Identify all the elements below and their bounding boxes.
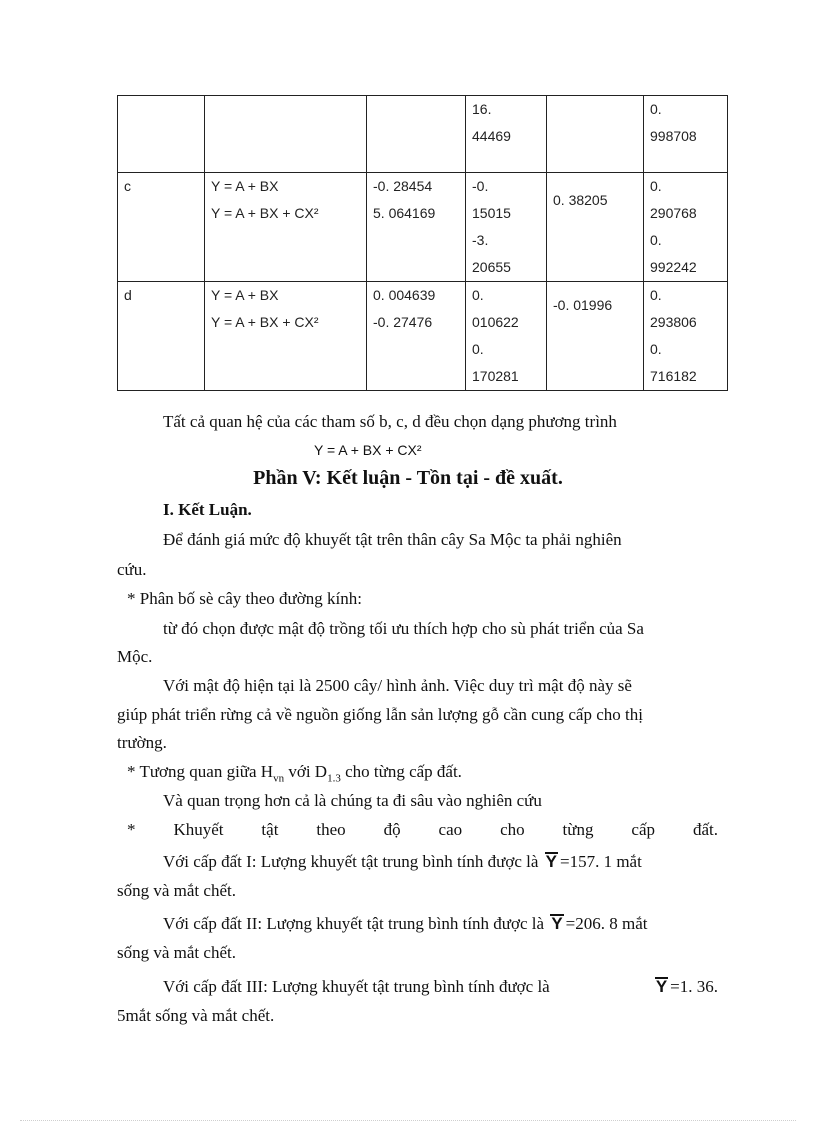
section-title: Phần V: Kết luận - Tồn tại - đề xuất. bbox=[253, 467, 563, 489]
grade-text: Với cấp đất I: Lượng khuyết tật trung bình tính được là bbox=[163, 852, 539, 871]
value-line: 992242 bbox=[650, 259, 697, 275]
grade-value: =157. 1 mắt bbox=[560, 852, 642, 871]
grade-value: =206. 8 mắt bbox=[565, 914, 648, 933]
paragraph-line: trường. bbox=[117, 733, 167, 752]
value-line: -0. 28454 bbox=[373, 178, 433, 194]
value-line: 0. 004639 bbox=[373, 287, 436, 303]
equation-line: Y = A + BX + CX² bbox=[211, 205, 319, 221]
cell-r bbox=[644, 96, 728, 173]
value-line: 0. 38205 bbox=[553, 192, 608, 208]
bullet-distribution: * Phân bố sè cây theo đường kính: bbox=[127, 589, 362, 608]
value-line: 716182 bbox=[650, 368, 697, 384]
paragraph-line: Với mật độ hiện tại là 2500 cây/ hình ảnh. Việc duy trì mật độ này sẽ bbox=[163, 676, 632, 695]
page-bottom-divider bbox=[20, 1120, 796, 1121]
cell-coef-b bbox=[466, 96, 547, 173]
bullet-correlation bbox=[127, 760, 462, 790]
regression-table bbox=[117, 95, 728, 391]
value-line: 0. bbox=[650, 178, 662, 194]
cell-label: c bbox=[118, 173, 205, 282]
value-line: 0. bbox=[650, 101, 662, 117]
value-line: -0. bbox=[472, 178, 489, 194]
equation-line: Y = A + BX bbox=[211, 178, 279, 194]
paragraph-line: Để đánh giá mức độ khuyết tật trên thân cây Sa Mộc ta phải nghiên bbox=[163, 530, 622, 549]
cell-coef-b bbox=[466, 173, 547, 282]
conclusion-equation: Y = A + BX + CX² bbox=[314, 442, 422, 458]
paragraph-line: giúp phát triển rừng cả về nguồn giống lẫn sản lượng gỗ cần cung cấp cho thị bbox=[117, 705, 643, 724]
cell-coef-a bbox=[367, 96, 466, 173]
equation-line: Y = A + BX + CX² bbox=[211, 314, 319, 330]
subscript: vn bbox=[273, 772, 285, 785]
grade-text: Với cấp đất III: Lượng khuyết tật trung bình tính được là bbox=[163, 977, 550, 996]
paragraph-line: Và quan trọng hơn cả là chúng ta đi sâu vào nghiên cứu bbox=[163, 791, 542, 810]
cell-label bbox=[118, 96, 205, 173]
y-bar-symbol: Y bbox=[551, 914, 563, 933]
bullet-text: với D bbox=[284, 762, 328, 781]
subscript: 1.3 bbox=[327, 772, 341, 785]
cell-coef-c bbox=[547, 173, 644, 282]
cell-equations bbox=[205, 96, 367, 173]
cell-label: d bbox=[118, 282, 205, 391]
cell-coef-c bbox=[547, 96, 644, 173]
value-line: 0. bbox=[650, 232, 662, 248]
paragraph-line: sống và mắt chết. bbox=[117, 881, 236, 900]
value-line: 5. 064169 bbox=[373, 205, 436, 221]
value-line: 0. bbox=[472, 287, 484, 303]
table-row bbox=[118, 173, 728, 282]
value-line: 170281 bbox=[472, 368, 519, 384]
grade1-line bbox=[163, 850, 642, 874]
value-line: 0. bbox=[650, 287, 662, 303]
value-line: 010622 bbox=[472, 314, 519, 330]
cell-equations bbox=[205, 173, 367, 282]
value-line: 44469 bbox=[472, 128, 511, 144]
value-line: -3. bbox=[472, 232, 489, 248]
grade2-line bbox=[163, 912, 648, 936]
value-line: 998708 bbox=[650, 128, 697, 144]
cell-coef-a bbox=[367, 173, 466, 282]
value-line: 0. bbox=[650, 341, 662, 357]
grade-value: =1. 36. bbox=[670, 977, 718, 996]
equation-line: Y = A + BX bbox=[211, 287, 279, 303]
paragraph-line: sống và mắt chết. bbox=[117, 943, 236, 962]
cell-r bbox=[644, 173, 728, 282]
cell-coef-c bbox=[547, 282, 644, 391]
cell-equations bbox=[205, 282, 367, 391]
grade3-line bbox=[163, 975, 718, 999]
paragraph-line: từ đó chọn được mật độ trồng tối ưu thích hợp cho sù phát triển của Sa bbox=[163, 619, 644, 638]
bullet-defects-height: * Khuyết tật theo độ cao cho từng cấp đất. bbox=[127, 820, 718, 839]
table-row bbox=[118, 96, 728, 173]
value-line: 20655 bbox=[472, 259, 511, 275]
table-row bbox=[118, 282, 728, 391]
y-bar-symbol: Y bbox=[545, 852, 557, 871]
cell-coef-a bbox=[367, 282, 466, 391]
value-line: -0. 27476 bbox=[373, 314, 433, 330]
value-line: 290768 bbox=[650, 205, 697, 221]
value-line: 15015 bbox=[472, 205, 511, 221]
bullet-text: * Tương quan giữa H bbox=[127, 762, 274, 781]
cell-coef-b bbox=[466, 282, 547, 391]
subsection-title: I. Kết Luận. bbox=[163, 500, 252, 519]
bullet-text: cho từng cấp đất. bbox=[340, 762, 462, 781]
y-bar-symbol: Y bbox=[655, 977, 668, 996]
cell-r bbox=[644, 282, 728, 391]
value-line: 293806 bbox=[650, 314, 697, 330]
grade-text: Với cấp đất II: Lượng khuyết tật trung bình tính được là bbox=[163, 914, 545, 933]
value-line: 0. bbox=[472, 341, 484, 357]
value-line: 16. bbox=[472, 101, 492, 117]
paragraph-line: Mộc. bbox=[117, 647, 153, 666]
paragraph-line: 5mắt sống và mắt chết. bbox=[117, 1006, 275, 1025]
conclusion-intro: Tất cả quan hệ của các tham số b, c, d đều chọn dạng phương trình bbox=[163, 412, 617, 431]
paragraph-line: cứu. bbox=[117, 560, 147, 579]
value-line: -0. 01996 bbox=[553, 297, 613, 313]
